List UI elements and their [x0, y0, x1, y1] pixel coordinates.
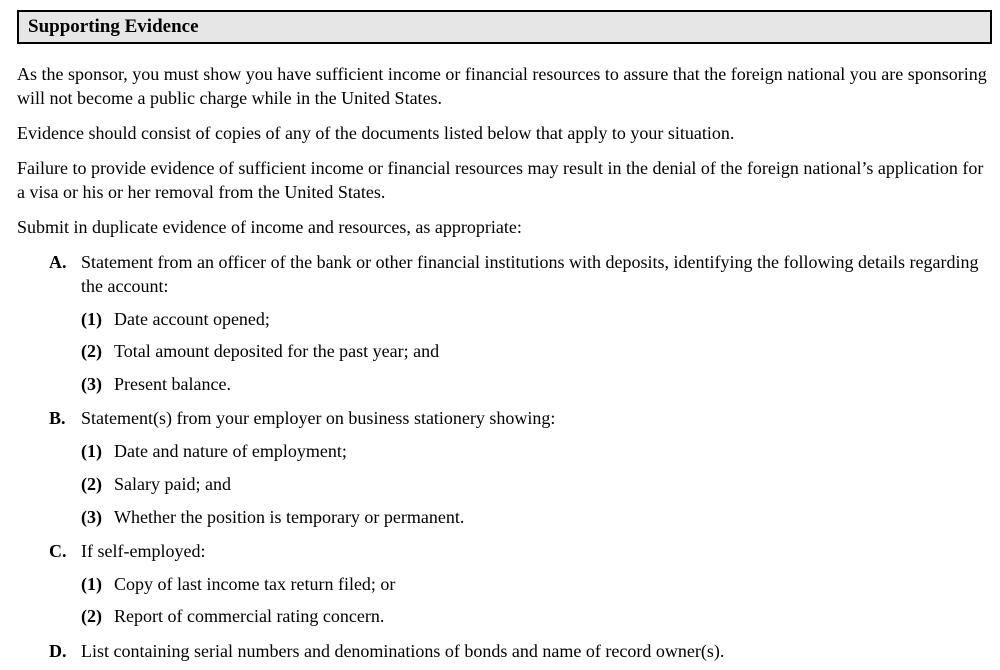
sub-item-c1	[81, 572, 994, 596]
sub-item-b3	[81, 505, 994, 529]
list-item-b	[49, 406, 994, 430]
list-label: B.	[49, 408, 66, 428]
list-item-a	[49, 250, 994, 298]
sub-text: Total amount deposited for the past year; and	[114, 341, 440, 361]
evidence-paragraph: Evidence should consist of copies of any of the documents listed below that apply to your situation.	[17, 123, 735, 143]
list-text: Statement from an officer of the bank or other financial institutions with deposits, identifying the following details regarding the account:	[81, 252, 979, 296]
sub-text: Copy of last income tax return filed; or	[114, 574, 396, 594]
sub-text: Report of commercial rating concern.	[114, 606, 385, 626]
list-text: If self-employed:	[81, 541, 206, 561]
sub-text: Present balance.	[114, 374, 231, 394]
sub-item-b2	[81, 472, 994, 496]
sub-text: Salary paid; and	[114, 474, 231, 494]
sub-item-a2	[81, 339, 994, 363]
list-label: A.	[49, 252, 67, 272]
sub-label: (3)	[81, 507, 102, 527]
section-header	[17, 10, 992, 44]
sub-item-a3	[81, 372, 994, 396]
list-label: C.	[49, 541, 67, 561]
sub-label: (2)	[81, 474, 102, 494]
sub-item-c2	[81, 604, 994, 628]
sub-text: Date and nature of employment;	[114, 441, 347, 461]
sub-label: (1)	[81, 441, 102, 461]
sub-label: (2)	[81, 606, 102, 626]
list-item-c	[49, 539, 994, 563]
list-text: Statement(s) from your employer on business stationery showing:	[81, 408, 556, 428]
list-label: D.	[49, 641, 67, 661]
sub-text: Whether the position is temporary or permanent.	[114, 507, 465, 527]
sub-label: (3)	[81, 374, 102, 394]
intro-paragraph: As the sponsor, you must show you have sufficient income or financial resources to assure that the foreign national you are sponsoring will not become a public charge while in the United States.	[17, 64, 987, 108]
list-item-d	[49, 639, 994, 663]
failure-paragraph: Failure to provide evidence of sufficient income or financial resources may result in the denial of the foreign national’s application for a visa or his or her removal from the United States.	[17, 158, 984, 202]
sub-item-a1	[81, 307, 994, 331]
sub-item-b1	[81, 439, 994, 463]
submit-paragraph: Submit in duplicate evidence of income and resources, as appropriate:	[17, 217, 522, 237]
sub-label: (2)	[81, 341, 102, 361]
sub-label: (1)	[81, 574, 102, 594]
sub-label: (1)	[81, 309, 102, 329]
sub-text: Date account opened;	[114, 309, 270, 329]
section-title: Supporting Evidence	[28, 16, 199, 37]
list-text: List containing serial numbers and denominations of bonds and name of record owner(s).	[81, 641, 725, 661]
